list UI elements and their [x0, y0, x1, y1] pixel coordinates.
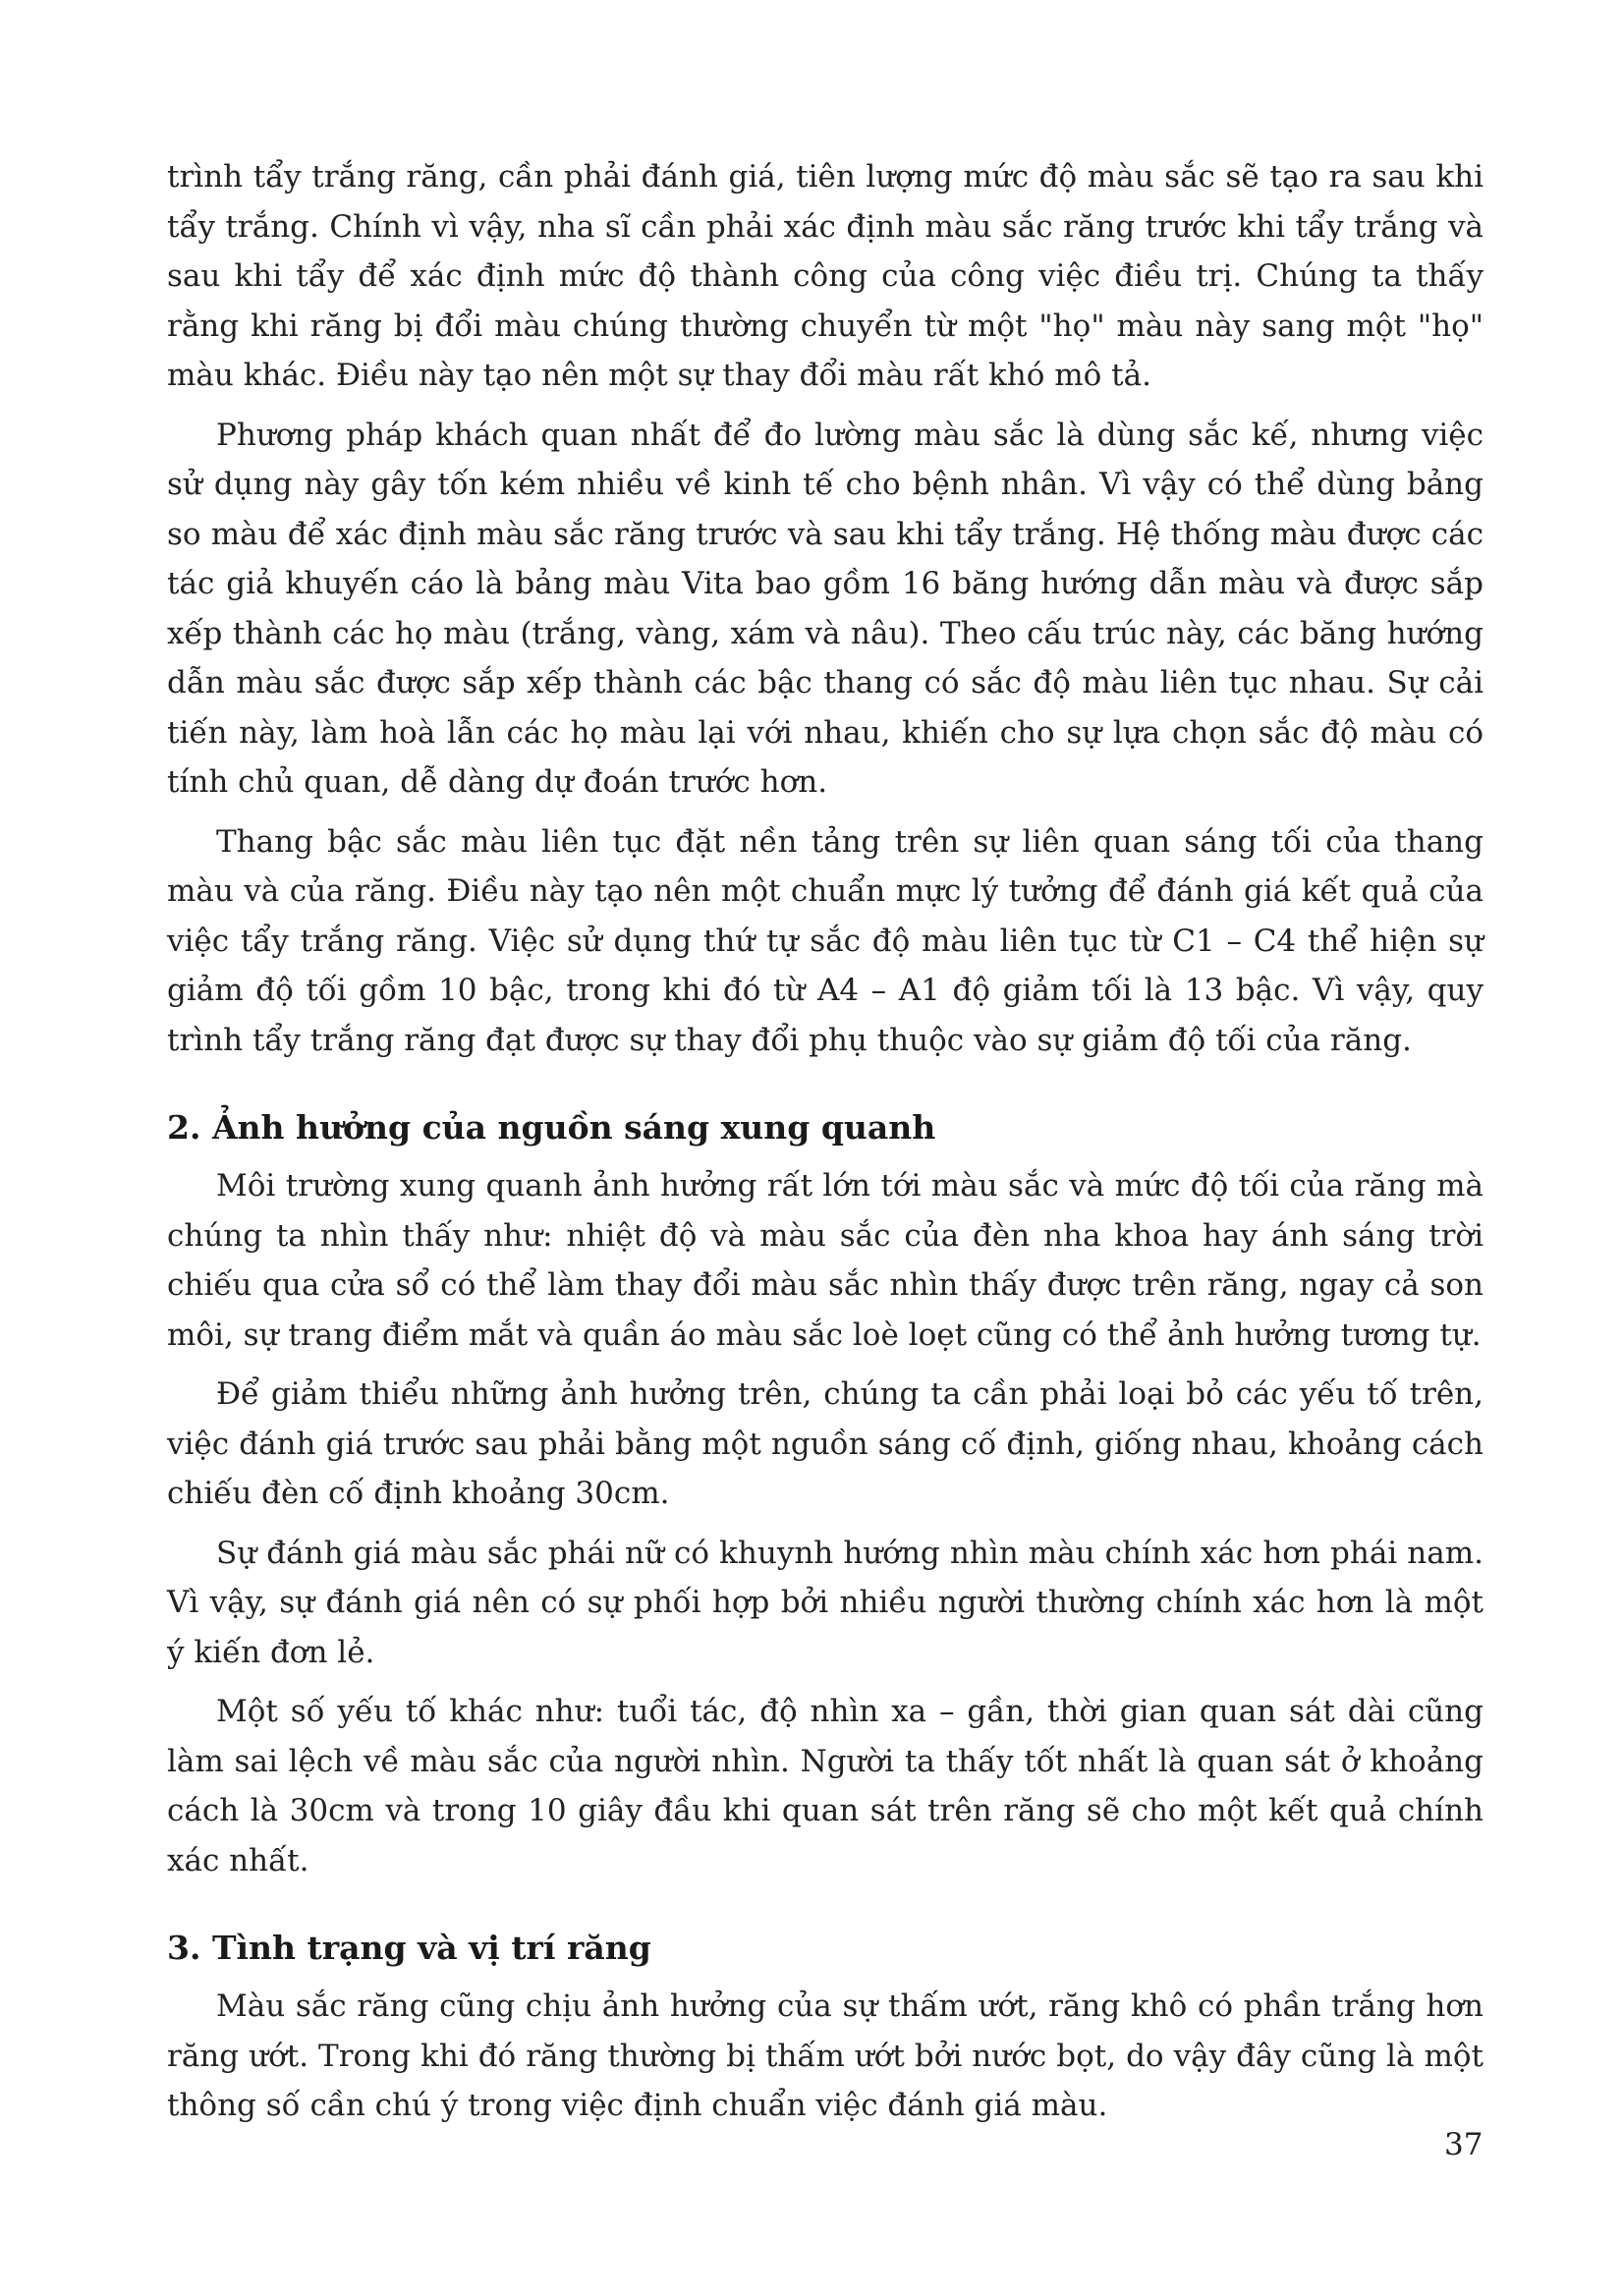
paragraph-3: Thang bậc sắc màu liên tục đặt nền tảng trên sự liên quan sáng tối của thang màu và của răng. Điều này tạo nên một chuẩn mực lý tưởng để đánh giá kết quả của việc tẩy trắng răng. Việc sử dụng thứ tự sắc độ màu liên tục từ C1 – C4 thể hiện sự giảm độ tối gồm 10 bậc, trong khi đó từ A4 – A1 độ giảm tối là 13 bậc. Vì vậy, quy trình tẩy trắng răng đạt được sự thay đổi phụ thuộc vào sự giảm độ tối của răng.	[167, 823, 1484, 1058]
paragraph-5: Để giảm thiểu những ảnh hưởng trên, chúng ta cần phải loại bỏ các yếu tố trên, việc đánh giá trước sau phải bằng một nguồn sáng cố định, giống nhau, khoảng cách chiếu đèn cố định khoảng 30cm.	[167, 1376, 1484, 1511]
paragraph-2: Phương pháp khách quan nhất để đo lường màu sắc là dùng sắc kế, nhưng việc sử dụng này gây tốn kém nhiều về kinh tế cho bệnh nhân. Vì vậy có thể dùng bảng so màu để xác định màu sắc răng trước và sau khi tẩy trắng. Hệ thống màu được các tác giả khuyến cáo là bảng màu Vita bao gồm 16 băng hướng dẫn màu và được sắp xếp thành các họ màu (trắng, vàng, xám và nâu). Theo cấu trúc này, các băng hướng dẫn màu sắc được sắp xếp thành các bậc thang có sắc độ màu liên tục nhau. Sự cải tiến này, làm hoà lẫn các họ màu lại với nhau, khiến cho sự lựa chọn sắc độ màu có tính chủ quan, dễ dàng dự đoán trước hơn.	[167, 417, 1484, 800]
page-number: 37	[1444, 2127, 1484, 2162]
paragraph-8: Màu sắc răng cũng chịu ảnh hưởng của sự thấm ướt, răng khô có phần trắng hơn răng ướt. Trong khi đó răng thường bị thấm ướt bởi nước bọt, do vậy đây cũng là một thông số cần chú ý trong việc định chuẩn việc đánh giá màu.	[167, 1988, 1484, 2123]
paragraph-1: trình tẩy trắng răng, cần phải đánh giá, tiên lượng mức độ màu sắc sẽ tạo ra sau khi tẩy trắng. Chính vì vậy, nha sĩ cần phải xác định màu sắc răng trước khi tẩy trắng và sau khi tẩy để xác định mức độ thành công của công việc điều trị. Chúng ta thấy rằng khi răng bị đổi màu chúng thường chuyển từ một "họ" màu này sang một "họ" màu khác. Điều này tạo nên một sự thay đổi màu rất khó mô tả.	[167, 159, 1484, 393]
paragraph-7: Một số yếu tố khác như: tuổi tác, độ nhìn xa – gần, thời gian quan sát dài cũng làm sai lệch về màu sắc của người nhìn. Người ta thấy tốt nhất là quan sát ở khoảng cách là 30cm và trong 10 giây đầu khi quan sát trên răng sẽ cho một kết quả chính xác nhất.	[167, 1694, 1484, 1878]
section-heading-3: 3. Tình trạng và vị trí răng	[167, 1929, 651, 1967]
paragraph-4: Môi trường xung quanh ảnh hưởng rất lớn tới màu sắc và mức độ tối của răng mà chúng ta nhìn thấy như: nhiệt độ và màu sắc của đèn nha khoa hay ánh sáng trời chiếu qua cửa sổ có thể làm thay đổi màu sắc nhìn thấy được trên răng, ngay cả son môi, sự trang điểm mắt và quần áo màu sắc loè loẹt cũng có thể ảnh hưởng tương tự.	[167, 1168, 1484, 1353]
section-heading-2: 2. Ảnh hưởng của nguồn sáng xung quanh	[167, 1108, 936, 1147]
paragraph-6: Sự đánh giá màu sắc phái nữ có khuynh hướng nhìn màu chính xác hơn phái nam. Vì vậy, sự đánh giá nên có sự phối hợp bởi nhiều người thường chính xác hơn là một ý kiến đơn lẻ.	[167, 1535, 1484, 1670]
page-body	[167, 152, 1484, 2131]
